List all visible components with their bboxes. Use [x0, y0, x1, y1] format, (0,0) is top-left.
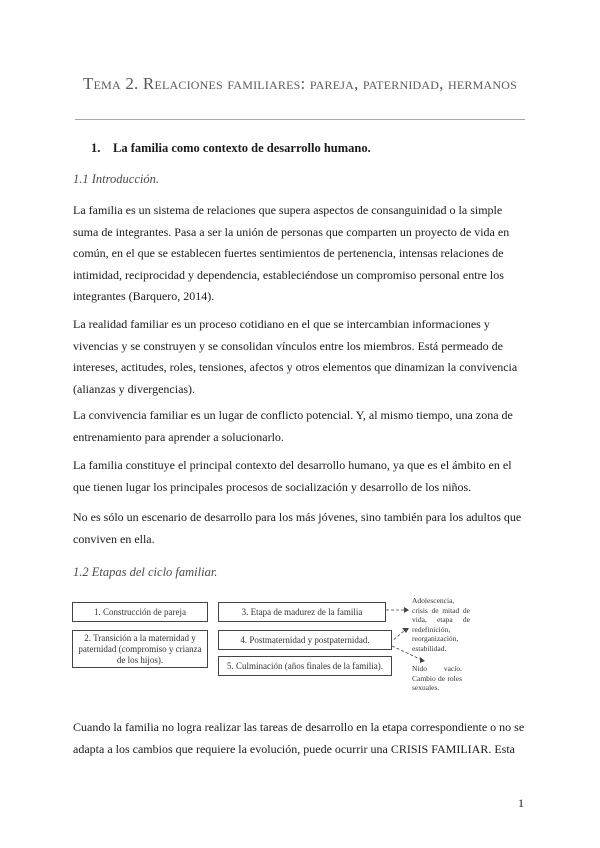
paragraph-line: Cuando la familia no logra realizar las tareas de desarrollo en la etapa correspondiente o no se: [73, 720, 525, 734]
paragraph-line: (alianzas y divergencias).: [73, 381, 196, 396]
subsection-heading-etapas: 1.2 Etapas del ciclo familiar.: [73, 565, 218, 579]
paragraph-3: [73, 405, 528, 448]
paragraph-line: vivencias y se construyen y se consolidan vínculos entre los miembros. Está permeado de: [73, 338, 503, 353]
stage-box-4: 4. Postmaternidad y postpaternidad.: [218, 630, 392, 650]
paragraph-line: La familia es un sistema de relaciones que supera aspectos de consanguinidad o la simple: [73, 203, 503, 217]
section-number: 1.: [91, 141, 101, 155]
family-cycle-diagram: [70, 594, 470, 706]
paragraph-2: [73, 314, 528, 400]
subsection-heading-introduccion: 1.1 Introducción.: [73, 172, 159, 186]
section-heading: [91, 141, 371, 156]
paragraph-line: intimidad, reciprocidad y dependencia, estableciéndose un compromiso personal entre los: [73, 267, 504, 282]
paragraph-4: [73, 455, 528, 498]
paragraph-5: [73, 507, 528, 550]
paragraph-line: No es sólo un escenario de desarrollo para los más jóvenes, sino también para los adultos que: [73, 510, 522, 524]
stage-box-5: 5. Culminación (años finales de la familia).: [218, 656, 392, 676]
paragraph-closing: [73, 717, 528, 760]
paragraph-line: conviven en ella.: [73, 531, 155, 546]
stage-3-note: Adolescencia, crisis de mitad de vida, etapa de redefinición, reorganización, estabilidad.: [412, 596, 470, 653]
stage-4-note: Nido vacío. Cambio de roles sexuales.: [412, 664, 462, 692]
paragraph-line: La realidad familiar es un proceso cotidiano en el que se intercambian informaciones y: [73, 317, 490, 331]
paragraph-1: [73, 200, 528, 308]
paragraph-line: suma de integrantes. Pasa a ser la unión de personas que comparten un proyecto de vida en: [73, 224, 510, 239]
paragraph-line: integrantes (Barquero, 2014).: [73, 289, 215, 303]
stage-box-1: 1. Construcción de pareja: [72, 602, 208, 622]
paragraph-line: intereses, actitudes, roles, tensiones, afectos y otros elementos que dinamizan la convivencia: [73, 360, 518, 374]
document-title: Tema 2. Relaciones familiares: pareja, paternidad, hermanos: [83, 74, 517, 93]
section-label: La familia como contexto de desarrollo humano.: [113, 141, 371, 155]
page-number: 1: [518, 796, 524, 810]
paragraph-line: La convivencia familiar es un lugar de conflicto potencial. Y, al mismo tiempo, una zona de: [73, 408, 513, 422]
title-divider: [75, 119, 525, 120]
paragraph-line: entrenamiento para aprender a solucionarlo.: [73, 429, 284, 444]
stage-box-2: 2. Transición a la maternidad y paternidad (compromiso y crianza de los hijos).: [72, 630, 208, 668]
stage-box-3: 3. Etapa de madurez de la familia: [218, 602, 386, 622]
paragraph-line: adapta a los cambios que requiere la evolución, puede ocurrir una CRISIS FAMILIAR. Esta: [73, 741, 515, 756]
paragraph-line: común, en el que se establecen fuertes sentimientos de pertenencia, intensas relaciones de: [73, 246, 504, 260]
paragraph-line: que tienen lugar los principales procesos de socialización y desarrollo de los niños.: [73, 479, 472, 494]
paragraph-line: La familia constituye el principal contexto del desarrollo humano, ya que es el ámbito en el: [73, 458, 512, 472]
